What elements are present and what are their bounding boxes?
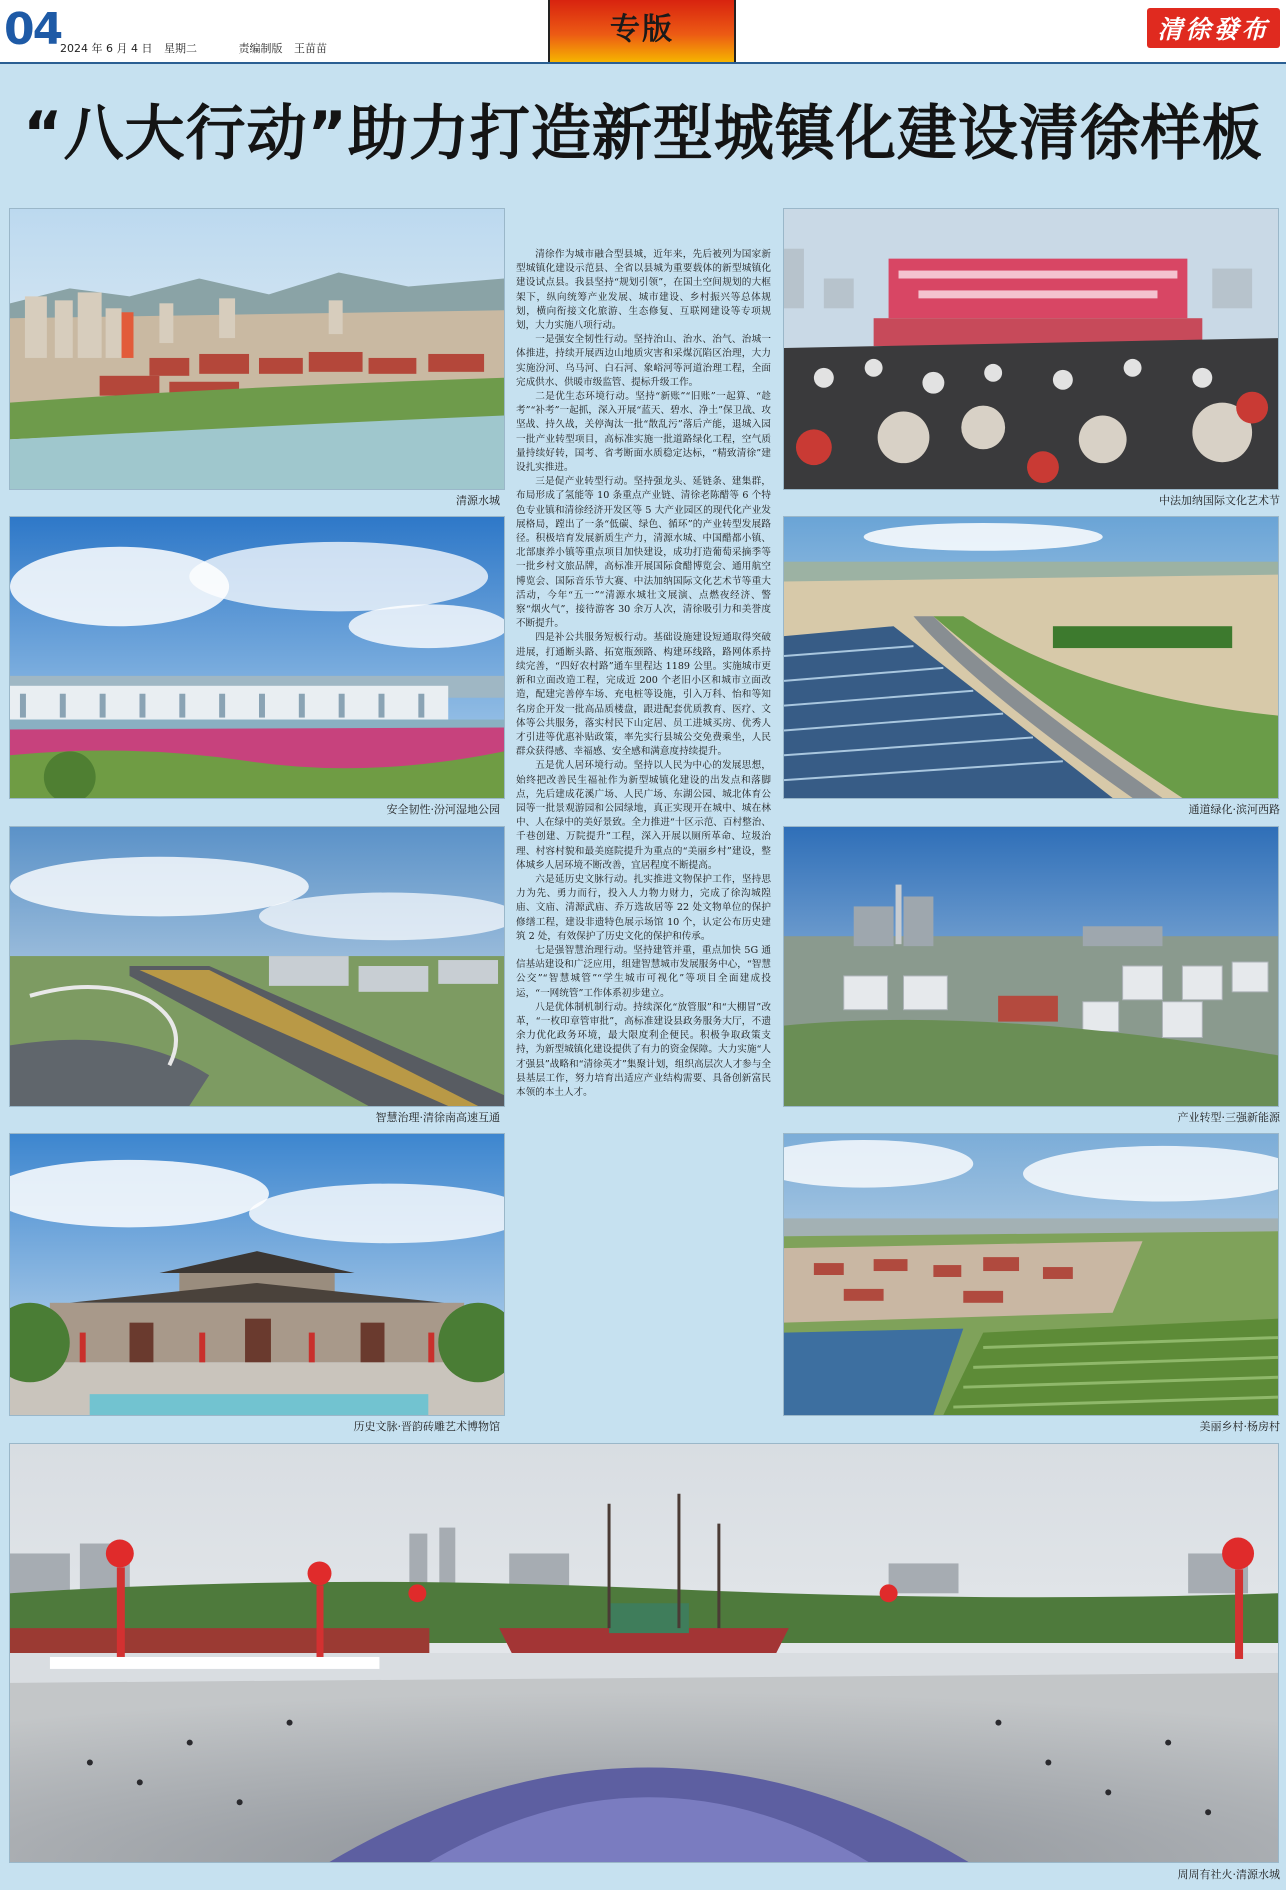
caption-p4: 通道绿化·滨河西路 (1188, 803, 1280, 816)
page-headline: “八大行动”助力打造新型城镇化建设清徐样板 (23, 99, 1263, 169)
issue-weekday: 星期二 (163, 42, 197, 55)
caption-p5: 智慧治理·清徐南高速互通 (375, 1111, 500, 1124)
article-paragraph: 五是优人居环境行动。坚持以人民为中心的发展思想，始终把改善民生福祉作为新型城镇化建设的出发点和落脚点，先后建成花溪广场、人民广场、东湖公园、城北体育公园等一批景观游园和公园绿地，真正实现开在城中、城在林中、人在绿中的美好景致。全力推进“十区示范、百村整治、千巷创建、万院提升”工程，深入开展以厕所革命、垃圾治理、村容村貌和最美庭院提升为重点的“美丽乡村”建设，整体城乡人居环境不断改善，宜居程度不断提高。 (516, 760, 771, 871)
caption-p6: 产业转型·三强新能源 (1177, 1111, 1280, 1124)
page-number: 04 (4, 4, 62, 55)
section-tab: 专版 (548, 0, 736, 62)
caption-p8: 美丽乡村·杨房村 (1199, 1420, 1280, 1433)
article-paragraph: 六是延历史文脉行动。扎实推进文物保护工作，坚持思力为先、勇力而行，投入人力物力财力，完成了徐沟城隍庙、文庙、清源武庙、乔万选故居等 22 处文物单位的保护修缮工程，建设非遗特色展示场馆 10 个，认定公布历史建筑 2 处，有效保护了历史文化的保护和传承。 (516, 873, 771, 942)
editor-label: 责编制版 (238, 42, 283, 55)
newspaper-logo: 清徐發布 (1147, 8, 1280, 48)
article-paragraph: 清徐作为城市融合型县城，近年来，先后被列为国家新型城镇化建设示范县、全省以县城为重要载体的新型城镇化建设试点县。我县坚持“规划引领”，在国土空间规划的大框架下，纵向统筹产业发展、城市建设、乡村振兴等总体规划，横向衔接文化旅游、生态修复、互联网建设等专项规划，大力实施八项行动。 (516, 249, 771, 332)
photo-new-energy-plant (783, 826, 1279, 1107)
photo-riverside-road (783, 516, 1279, 799)
masthead-info (60, 40, 335, 56)
article-paragraph: 三是促产业转型行动。坚持强龙头、延链条、建集群，布局形成了氢能等 10 条重点产业链、清徐老陈醋等 6 个特色专业镇和清徐经济开发区等 5 大产业园区的现代化产业发展格局，蹚出了一条“低碳、绿色、循环”的产业转型发展路径。积极培育发展新质生产力，清源水城、中国醋都小镇、北部康养小镇等重点项目加快建设，成功打造葡萄采摘季等一批乡村文旅品牌，高标准开展国际食醋博览会、通用航空博览会、国际音乐节大赛、中法加纳国际文化艺术节等重大活动，今年“五一”“清源水城壮文展演、点燃夜经济、警察“烟火气”，接待游客 30 余万人次，清徐吸引力和美誉度不断提升。 (516, 476, 771, 630)
article-paragraph: 四是补公共服务短板行动。基础设施建设短通取得突破进展，打通断头路、拓宽瓶颈路、构建环线路，路网体系持续完善，“四好农村路”通车里程达 1189 公里。实施城市更新和立面改造工程，完成近 200 个老旧小区和城市立面改造，配建完善停车场、充电桩等设施，引入万科、怡和等知名房企开发一批高品质楼盘，跟进配套优质教育、医疗、文体等公共服务，落实村民下山定居、员工进城买房、优秀人才引进等优惠补贴政策，率先实行县城公交免费乘坐，人民群众获得感、幸福感、安全感和满意度持续提升。 (516, 632, 771, 758)
article-body (516, 248, 771, 1368)
article-paragraph: 七是强智慧治理行动。坚持建管并重，重点加快 5G 通信基站建设和广泛应用，组建智慧城市发展服务中心，“智慧公交”“智慧城管”“学生城市可视化”等项目全面建成投运，“一网统管”工作体系初步建立。 (516, 944, 771, 999)
photo-highway-interchange (9, 826, 505, 1107)
caption-p7: 历史文脉·晋韵砖雕艺术博物馆 (353, 1420, 500, 1433)
masthead (0, 0, 1286, 64)
photo-fenhe-wetland (9, 516, 505, 799)
caption-p3: 安全韧性·汾河湿地公园 (386, 803, 500, 816)
photo-art-festival (783, 208, 1279, 490)
article-paragraph: 二是优生态环境行动。坚持“新账”“旧账”一起算、“趁考”“补考”一起抓，深入开展“蓝天、碧水、净土”保卫战、攻坚战、持久战，关停淘汰一批“散乱污”落后产能，退城入园一批产业转型项目，高标准实施一批道路绿化工程，空气质量持续好转，国考、省考断面水质稳定达标，“精致清徐”建设扎实推进。 (516, 391, 771, 474)
caption-p9: 周周有社火·清源水城 (1177, 1868, 1280, 1881)
photo-yangfang-village (783, 1133, 1279, 1416)
editor-name: 王苗苗 (293, 42, 327, 55)
photo-brick-carving-museum (9, 1133, 505, 1416)
photo-qingyuan-water-city (9, 208, 505, 490)
article-paragraph: 一是强安全韧性行动。坚持治山、治水、治气、治城一体推进，持续开展西边山地质灾害和采煤沉陷区治理，大力实施汾河、乌马河、白石河、象峪河等河道治理工程，全面完成供水、供暖市级监管、提标升级工作。 (516, 334, 771, 388)
caption-p2: 中法加纳国际文化艺术节 (1159, 494, 1280, 507)
photo-panorama-plaza (9, 1443, 1279, 1863)
article-paragraph: 八是优体制机制行动。持续深化“放管服”和“大棚冒”改革，“一枚印章管审批”，高标准建设县政务服务大厅，不遗余力优化政务环境，最大限度利企便民。积极争取政策支持，为新型城镇化建设提供了有力的资金保障。大力实施“人才强县”战略和“清徐英才”集聚计划，组织高层次人才参与全县基层工作，努力培育出适应产业结构需要、具备创新富民本领的本土人才。 (516, 1001, 771, 1098)
issue-date: 2024 年 6 月 4 日 (60, 42, 153, 55)
caption-p1: 清源水城 (456, 494, 500, 507)
